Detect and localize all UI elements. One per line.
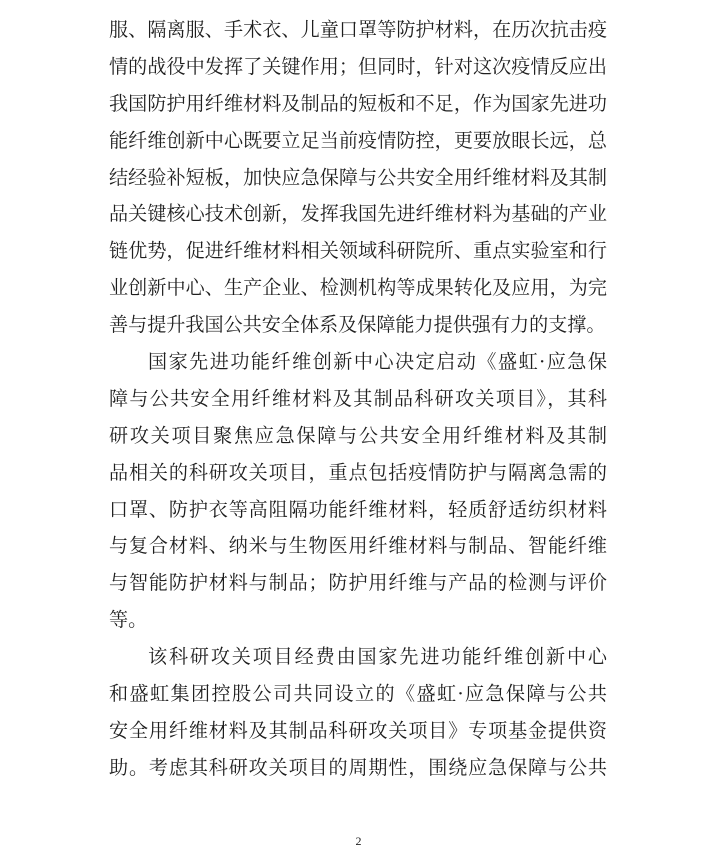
- text-line: 服、隔离服、手术衣、儿童口罩等防护材料，在历次抗击疫: [109, 18, 607, 41]
- text-line: 与智能防护材料与制品；防护用纤维与产品的检测与评价: [109, 571, 607, 595]
- page-number: 2: [355, 834, 362, 848]
- text-line: 等。: [109, 608, 148, 632]
- text-line: 我国防护用纤维材料及制品的短板和不足，作为国家先进功: [109, 91, 607, 115]
- text-line: 口罩、防护衣等高阻隔功能纤维材料，轻质舒适纺织材料: [109, 497, 607, 521]
- text-line: 研攻关项目聚焦应急保障与公共安全用纤维材料及其制: [109, 423, 607, 447]
- text-line: 链优势，促进纤维材料相关领域科研院所、重点实验室和行: [109, 239, 607, 263]
- text-line: 助。考虑其科研攻关项目的周期性，围绕应急保障与公共: [109, 755, 607, 779]
- text-line: 品关键核心技术创新，发挥我国先进纤维材料为基础的产业: [109, 202, 607, 226]
- body-text: [109, 12, 607, 787]
- text-line: 品相关的科研攻关项目，重点包括疫情防护与隔离急需的: [109, 460, 607, 484]
- text-line: 业创新中心、生产企业、检测机构等成果转化及应用，为完: [109, 276, 607, 300]
- text-line: 情的战役中发挥了关键作用；但同时，针对这次疫情反应出: [109, 54, 607, 78]
- text-line: 安全用纤维材料及其制品科研攻关项目》专项基金提供资: [109, 718, 607, 742]
- text-line: 结经验补短板，加快应急保障与公共安全用纤维材料及其制: [109, 165, 607, 189]
- text-line: 与复合材料、纳米与生物医用纤维材料与制品、智能纤维: [109, 534, 607, 558]
- text-line: 善与提升我国公共安全体系及保障能力提供强有力的支撑。: [109, 313, 606, 337]
- text-line: 障与公共安全用纤维材料及其制品科研攻关项目》，其科: [109, 386, 607, 410]
- paragraph-start-line: 该科研攻关项目经费由国家先进功能纤维创新中心: [148, 645, 607, 669]
- text-line: 能纤维创新中心既要立足当前疫情防控，更要放眼长远，总: [109, 128, 607, 152]
- text-line: 和盛虹集团控股公司共同设立的《盛虹·应急保障与公共: [109, 682, 607, 706]
- paragraph-start-line: 国家先进功能纤维创新中心决定启动《盛虹·应急保: [148, 350, 607, 374]
